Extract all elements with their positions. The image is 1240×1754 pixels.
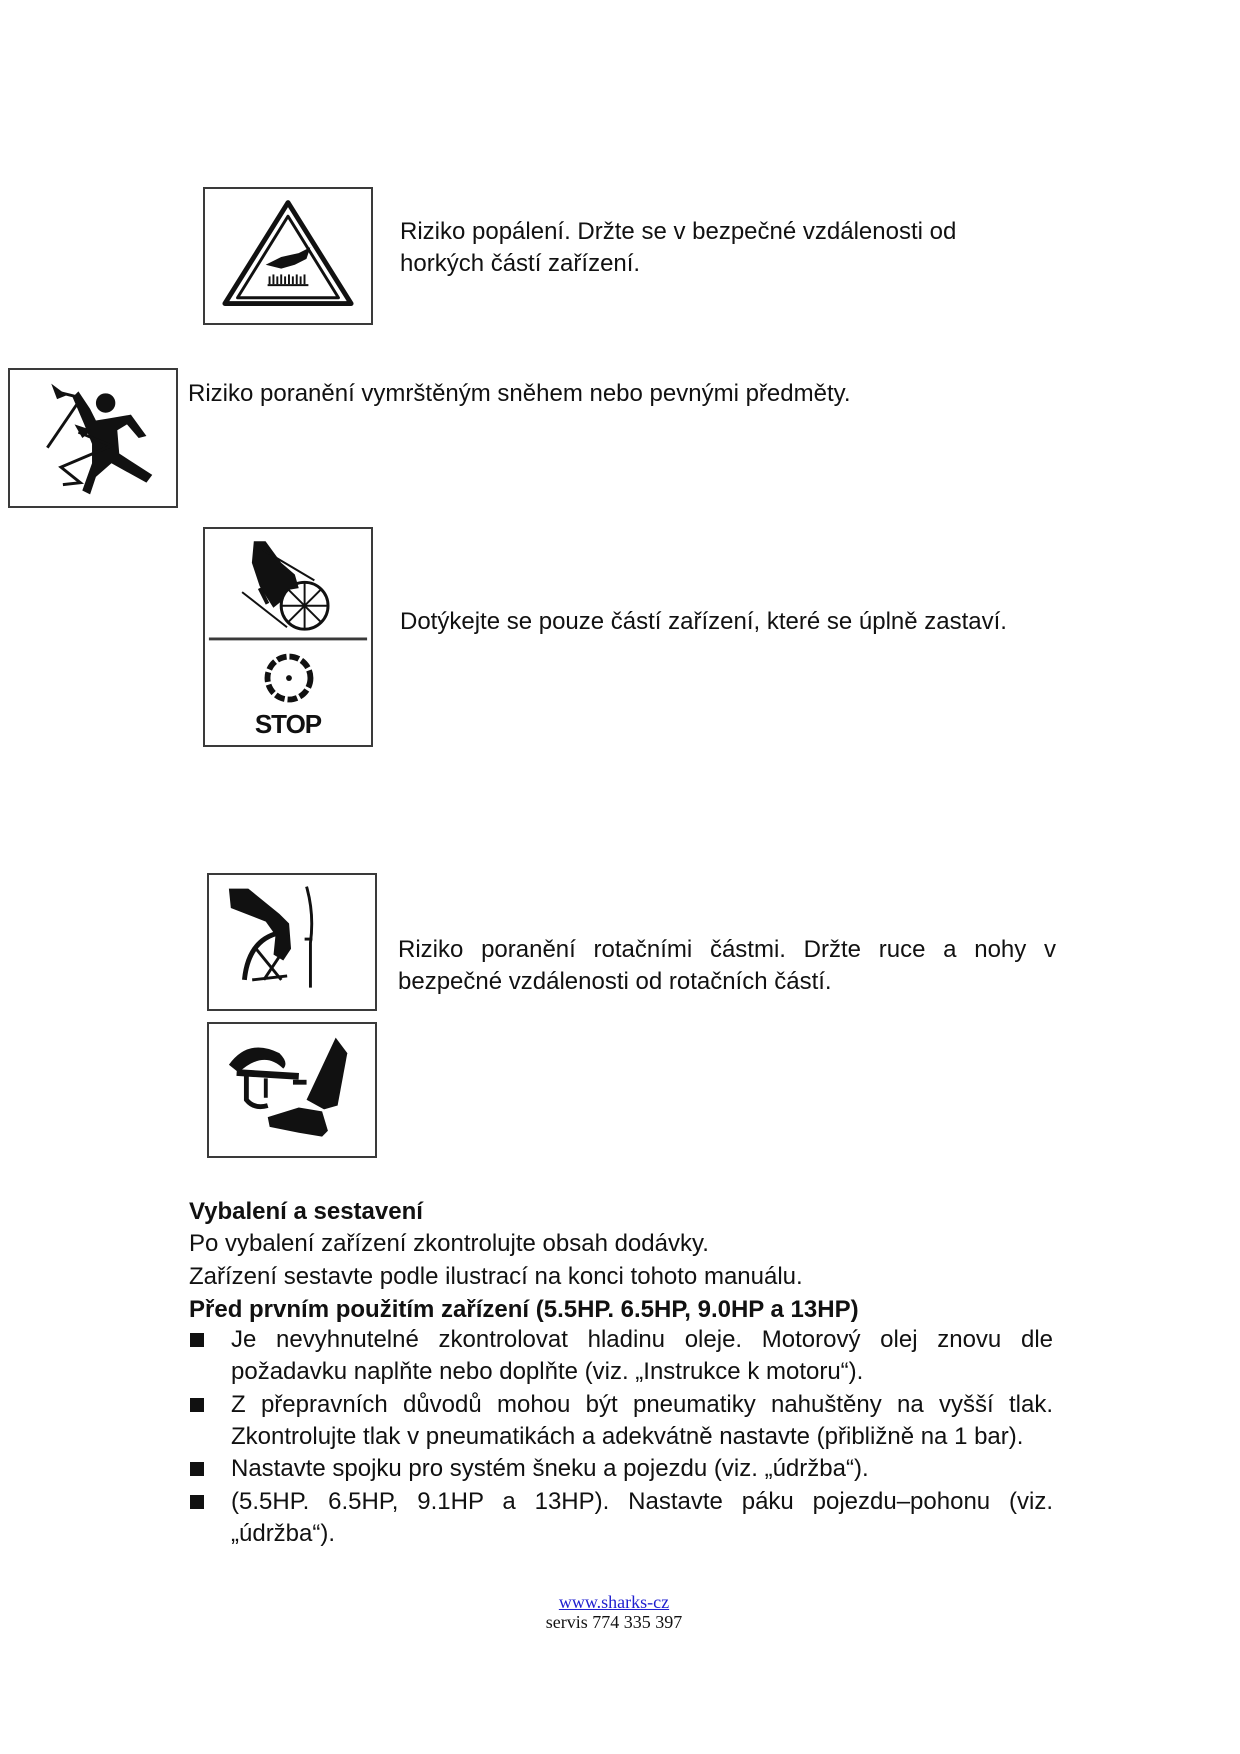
- section-heading: Vybalení a sestavení: [189, 1198, 423, 1225]
- bullet-marker: [190, 1462, 204, 1476]
- hand-rotating-parts-icon: [207, 873, 377, 1011]
- hand-rotating-parts-stop-icon: [203, 527, 373, 747]
- bullet-marker: [190, 1333, 204, 1347]
- section-paragraph: Zařízení sestavte podle ilustrací na konci tohoto manuálu.: [189, 1263, 803, 1290]
- service-phone: servis 774 335 397: [545, 1612, 683, 1632]
- footer: [0, 1592, 1234, 1612]
- website-link[interactable]: www.sharks-cz: [558, 1592, 670, 1612]
- warning-text-thrown-objects: Riziko poranění vymrštěným sněhem nebo pevnými předměty.: [188, 380, 851, 407]
- warning-text-rotating-parts-line2: bezpečné vzdálenosti od rotačních částí.: [398, 968, 832, 995]
- thrown-objects-hazard-icon: [8, 368, 178, 508]
- bullet-marker: [190, 1495, 204, 1509]
- stop-label: STOP: [254, 709, 322, 739]
- list-item-line: Z přepravních důvodů mohou být pneumatiky nahuštěny na vyšší tlak.: [231, 1391, 1053, 1418]
- warning-text-stop: Dotýkejte se pouze částí zařízení, které se úplně zastaví.: [400, 608, 1007, 635]
- list-item-line: Nastavte spojku pro systém šneku a pojezdu (viz. „údržba“).: [231, 1455, 869, 1482]
- list-item-line: Je nevyhnutelné zkontrolovat hladinu oleje. Motorový olej znovu dle: [231, 1326, 1053, 1353]
- list-item-line: Zkontrolujte tlak v pneumatikách a adekvátně nastavte (přibližně na 1 bar).: [231, 1423, 1024, 1450]
- warning-text-rotating-parts: Riziko poranění rotačními částmi. Držte ruce a nohy v: [398, 936, 1056, 963]
- bullet-marker: [190, 1398, 204, 1412]
- burn-hazard-icon: [203, 187, 373, 325]
- list-item-line: „údržba“).: [231, 1520, 336, 1547]
- list-item-line: (5.5HP. 6.5HP, 9.1HP a 13HP). Nastavte páku pojezdu–pohonu (viz.: [231, 1488, 1053, 1515]
- section-paragraph: Po vybalení zařízení zkontrolujte obsah dodávky.: [189, 1230, 709, 1257]
- foot-rotating-parts-icon: [207, 1022, 377, 1158]
- section-subheading: Před prvním použitím zařízení (5.5HP. 6.5HP, 9.0HP a 13HP): [189, 1296, 859, 1323]
- list-item-line: požadavku naplňte nebo doplňte (viz. „Instrukce k motoru“).: [231, 1358, 864, 1385]
- warning-text-burn: Riziko popálení. Držte se v bezpečné vzdálenosti od horkých částí zařízení.: [400, 218, 957, 277]
